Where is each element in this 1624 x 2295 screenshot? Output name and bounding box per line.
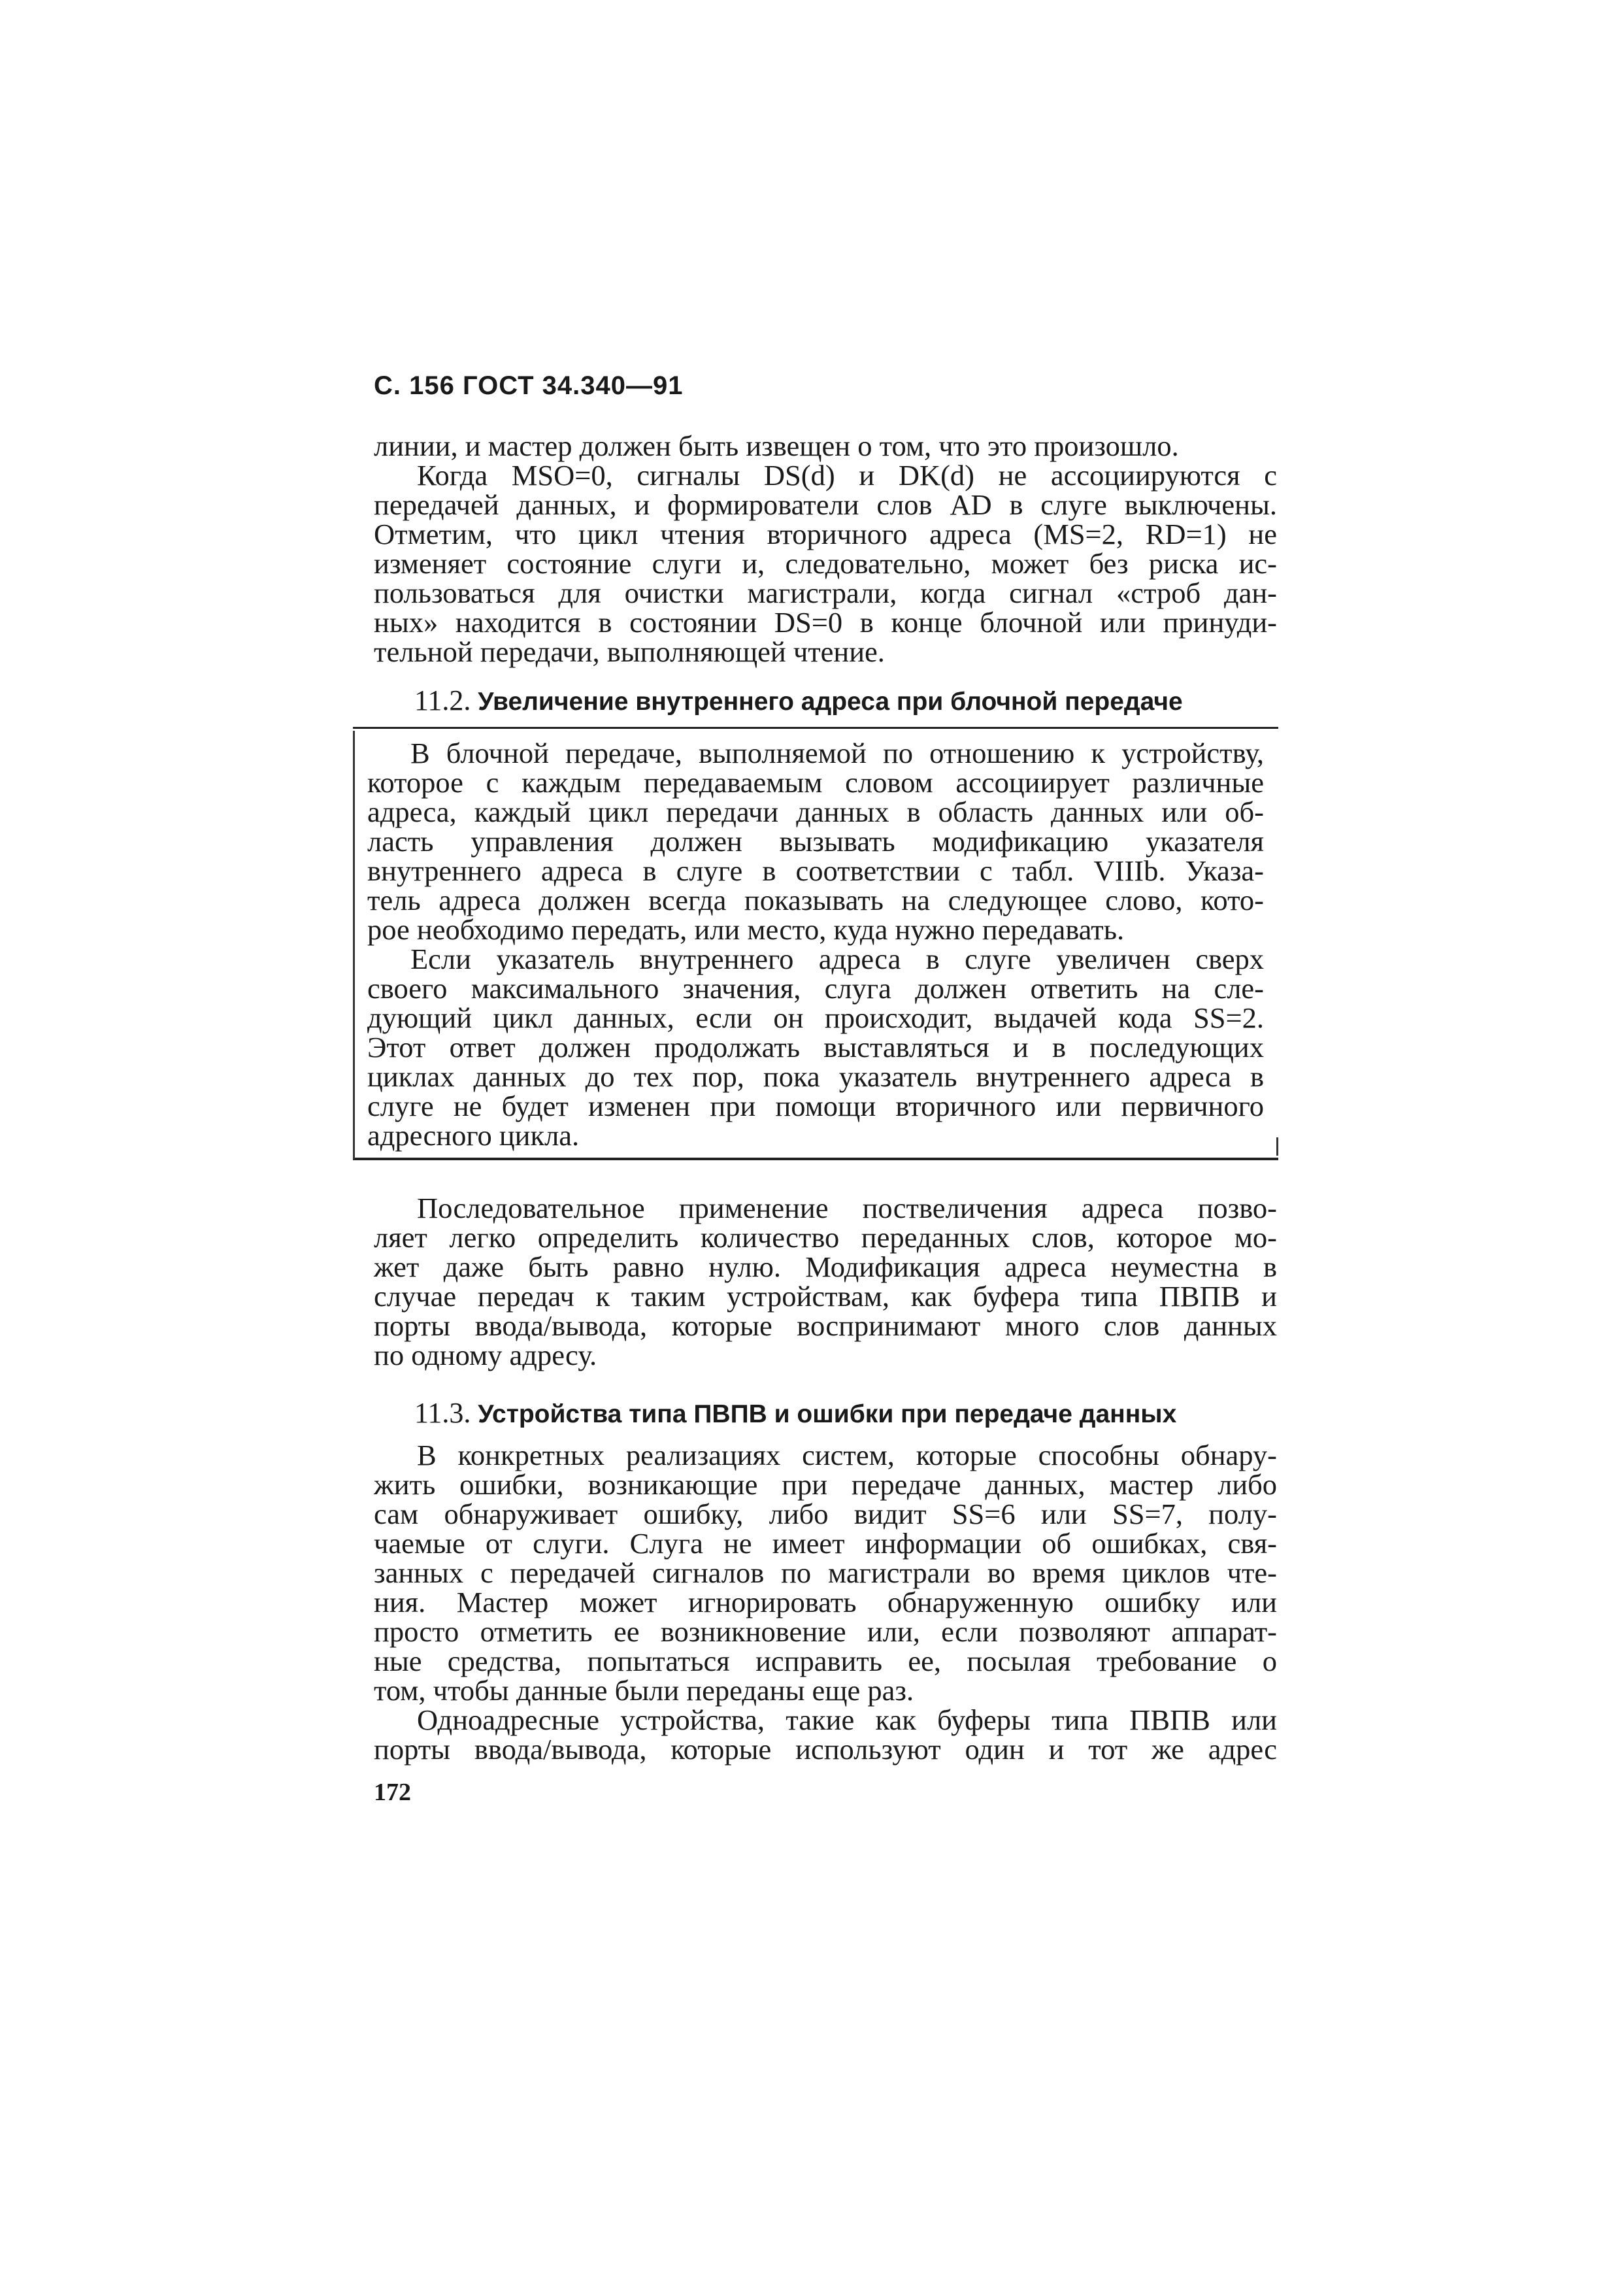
text-line: рое необходимо передать, или место, куда нужно передавать. — [367, 913, 1125, 946]
text-line: Одноадресные устройства, такие как буферы типа ПВПВ или — [417, 1703, 1277, 1736]
page-number: 172 — [374, 1779, 411, 1806]
post-increment-paragraph — [374, 1194, 1277, 1370]
framed-block-right-rule — [1276, 1137, 1278, 1156]
text-line: сам обнаруживает ошибку, либо видит SS=6 или SS=7, полу- — [374, 1498, 1277, 1530]
section-heading-11-2 — [414, 684, 1317, 717]
text-line: том, чтобы данные были переданы еще раз. — [374, 1674, 914, 1707]
text-line: просто отметить ее возникновение или, если позволяют аппарат- — [374, 1615, 1277, 1648]
text-line: адресного цикла. — [367, 1119, 580, 1152]
text-line: адреса, каждый цикл передачи данных в область данных или об- — [367, 796, 1264, 828]
text-line: жет даже быть равно нулю. Модификация адреса неуместна в — [374, 1250, 1277, 1283]
text-line: передачей данных, и формирователи слов AD в слуге выключены. — [374, 488, 1277, 521]
framed-paragraph-2 — [367, 945, 1264, 1150]
text-line: В блочной передаче, выполняемой по отношению к устройству, — [410, 737, 1264, 769]
text-line: порты ввода/вывода, которые воспринимают много слов данных — [374, 1309, 1277, 1342]
intro-paragraph-2 — [374, 461, 1277, 667]
text-line: случае передач к таким устройствам, как буфера типа ПВПВ и — [374, 1280, 1277, 1313]
framed-block-left-rule — [353, 731, 355, 1160]
text-line: тельной передачи, выполняющей чтение. — [374, 635, 885, 668]
text-line: ные средства, попытаться исправить ее, посылая требование о — [374, 1645, 1277, 1677]
text-line: ных» находится в состоянии DS=0 в конце блочной или принуди- — [374, 606, 1277, 639]
section-title: Устройства типа ПВПВ и ошибки при передаче данных — [478, 1400, 1177, 1428]
text-line: дующий цикл данных, если он происходит, выдачей кода SS=2. — [367, 1001, 1264, 1034]
text-line: ния. Мастер может игнорировать обнаруженную ошибку или — [374, 1586, 1277, 1618]
text-line: жить ошибки, возникающие при передаче данных, мастер либо — [374, 1468, 1277, 1501]
text-line: ляет легко определить количество переданных слов, которое мо- — [374, 1221, 1277, 1254]
section-title: Увеличение внутреннего адреса при блочной передаче — [478, 688, 1183, 716]
text-line: своего максимального значения, слуга должен ответить на сле- — [367, 972, 1264, 1005]
text-line: Этот ответ должен продолжать выставляться и в последующих — [367, 1031, 1264, 1064]
intro-text — [374, 431, 1277, 667]
text-line: слуге не будет изменен при помощи вторичного или первичного — [367, 1090, 1264, 1122]
text-line: чаемые от слуги. Слуга не имеет информации об ошибках, свя- — [374, 1527, 1277, 1560]
text-line: занных с передачей сигналов по магистрали во время циклов чте- — [374, 1556, 1277, 1589]
text-line: циклах данных до тех пор, пока указатель внутреннего адреса в — [367, 1060, 1264, 1093]
text-line: по одному адресу. — [374, 1339, 597, 1371]
text-line: Отметим, что цикл чтения вторичного адреса (MS=2, RD=1) не — [374, 518, 1277, 550]
text-line: порты ввода/вывода, которые используют один и тот же адрес — [374, 1733, 1277, 1766]
text-line: пользоваться для очистки магистрали, когда сигнал «строб дан- — [374, 577, 1277, 609]
framed-block-text — [367, 739, 1264, 1150]
section-number: 11.3. — [414, 1397, 471, 1429]
text-line: изменяет состояние слуги и, следовательно, может без риска ис- — [374, 547, 1277, 580]
text-line: ласть управления должен вызывать модификацию указателя — [367, 825, 1264, 858]
text-line: внутреннего адреса в слуге в соответствии с табл. VIIIb. Указа- — [367, 854, 1264, 887]
section-heading-11-3 — [414, 1396, 1317, 1430]
text-line: В конкретных реализациях систем, которые способны обнару- — [417, 1439, 1277, 1471]
text-line: Последовательное применение поствеличения адреса позво- — [417, 1192, 1277, 1224]
intro-paragraph-1 — [374, 431, 1277, 461]
section-11-3-paragraph-2 — [374, 1705, 1277, 1764]
text-line: которое с каждым передаваемым словом ассоциирует различные — [367, 766, 1264, 799]
section-11-3-paragraph-1 — [374, 1441, 1277, 1705]
text-line: линии, и мастер должен быть извещен о том, что это произошло. — [374, 429, 1179, 462]
text-line: тель адреса должен всегда показывать на следующее слово, кото- — [367, 884, 1264, 916]
framed-paragraph-1 — [367, 739, 1264, 945]
running-header: С. 156 ГОСТ 34.340—91 — [374, 371, 684, 400]
section-number: 11.2. — [414, 684, 471, 716]
section-11-3-text — [374, 1441, 1277, 1764]
text-line: Если указатель внутреннего адреса в слуге увеличен сверх — [410, 943, 1264, 975]
text-line: Когда MSO=0, сигналы DS(d) и DK(d) не ассоциируются с — [417, 459, 1277, 492]
